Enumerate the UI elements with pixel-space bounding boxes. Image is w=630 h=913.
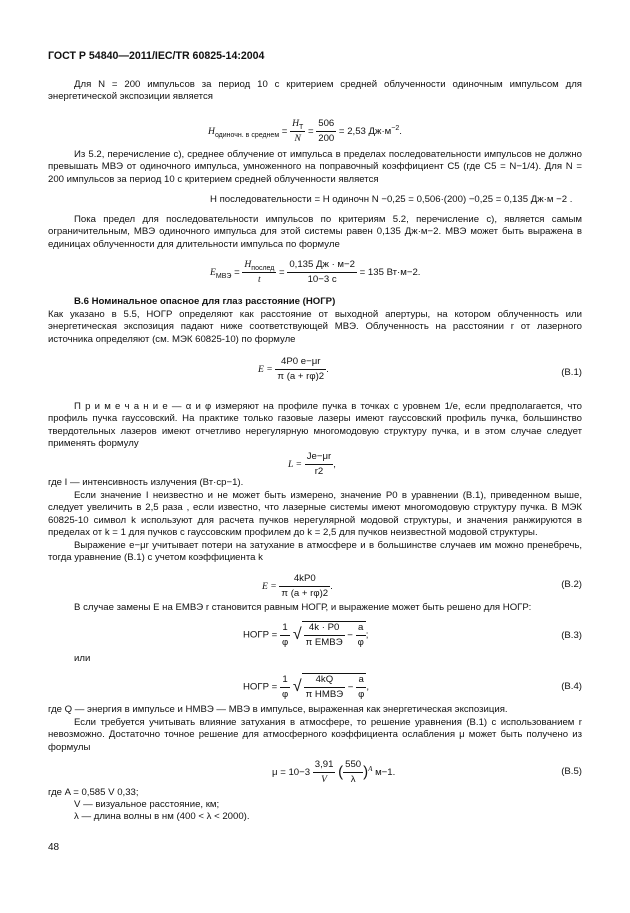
paragraph-attenuation: Выражение e−μr учитывает потери на затухание в атмосфере и в большинстве случаев им можно пренебречь, тогда уравнение (В.1) с учетом коэффициента k bbox=[48, 540, 582, 564]
note-gaussian: П р и м е ч а н и е — α и φ измеряют на профиле пучка в точках с уровнем 1/e, если предполагается, что профиль пучка гауссовский. На практике только газовые лазеры имеют гауссовский профиль пучка, большинство твердотельных лазеров имеют отчетливо нерегулярную многомодовую структуру пучка, и в этом случае следует применять формулу bbox=[48, 401, 582, 450]
equation-b2: E = $\frac{4kP0}{\pi (a + r\varphi)2}$ . bbox=[262, 573, 333, 599]
paragraph-pulses-200: Для N = 200 импульсов за период 10 с критерием средней облученности одиночным импульсом для энергетической экспозиции является bbox=[48, 79, 582, 103]
equation-b2-label: (В.2) bbox=[561, 579, 582, 590]
paragraph-replace-e: В случае замены E на EМВЭ r становится равным НОГР, и выражение может быть решено для НОГР: bbox=[74, 602, 532, 613]
equation-b3: НОГР = $\frac{1}{\varphi}$ √ 4k · P0 π EМВЭ − $\frac{a}{\varphi}$ ; bbox=[243, 621, 369, 648]
page-number: 48 bbox=[48, 842, 60, 853]
equation-b5-label: (В.5) bbox=[561, 766, 582, 777]
word-or: или bbox=[74, 653, 91, 664]
where-intensity: где I — интенсивность излучения (Вт·ср−1). bbox=[48, 477, 244, 488]
equation-h-sequence: H последовательности = H одиночн N −0,25 = 0,506·(200) −0,25 = 0,135 Дж·м −2 . bbox=[210, 194, 573, 205]
where-energy: где Q — энергия в импульсе и HМВЭ — МВЭ в импульсе, выраженная как энергетическая экспозиция. bbox=[48, 704, 508, 715]
document-header: ГОСТ Р 54840—2011/IEC/TR 60825-14:2004 bbox=[48, 50, 265, 62]
equation-b4-label: (В.4) bbox=[561, 681, 582, 692]
where-lambda: λ — длина волны в нм (400 < λ < 2000). bbox=[74, 811, 250, 822]
equation-b3-label: (В.3) bbox=[561, 630, 582, 641]
equation-b1: E = $\frac{4P0 e-\mu r}{\pi (a + r\varphi)2}$ . bbox=[258, 356, 329, 382]
paragraph-unknown-intensity: Если значение I неизвестно и не может быть измерено, значение P0 в уравнении (В.1), приведенном выше, следует увеличить в 2,5 раза , если известно, что лазерные системы имеют многомодовую структуру пучка. В МЭК 60825-10 символ k используют для расчета пучков нерегулярной модовой структуры, и значения ранжируются в пределах от k = 1 для пучков с гауссовским профилем до k = 2,5 для пучков неизвестной модовой структуры. bbox=[48, 490, 582, 539]
paragraph-limit: Пока предел для последовательности импульсов по критериям 5.2, перечисление с), является самым ограничительным, МВЭ одиночного импульса для этой системы равен 0,135 Дж·м−2. МВЭ может быть выражена в единицах облученности для длительности импульса по формуле bbox=[48, 214, 582, 250]
where-v: V — визуальное расстояние, км; bbox=[74, 799, 220, 810]
section-title-b6: В.6 Номинальное опасное для глаз расстояние (НОГР) bbox=[74, 296, 336, 307]
where-a: где A = 0,585 V 0,33; bbox=[48, 787, 139, 798]
paragraph-nogr-definition: Как указано в 5.5, НОГР определяют как расстояние от выходной апертуры, на котором облученность или энергетическая экспозиция падают ниже соответствующей МВЭ. Облученность на расстоянии r от лазерного источника определяют (см. МЭК 60825-10) по формуле bbox=[48, 309, 582, 345]
equation-e-mve: $E_{МВЭ}$ = $H_{послед}$ t = 0,135 Дж · м−2 10−3 с = 135 Вт·м−2. bbox=[210, 259, 421, 285]
equation-b1-label: (В.1) bbox=[561, 367, 582, 378]
paragraph-average-exposure: Из 5.2, перечисление с), среднее облучение от импульса в пределах последовательности импульсов не должно превышать МВЭ от одиночного импульса, умноженного на поправочный коэффициент C5 (где C5 = N−1/4). Для N = 200 импульсов за период 10 с критерием средней облученности является bbox=[48, 149, 582, 185]
equation-l: L = $\frac{Je-\mu r}{r2}$ , bbox=[288, 451, 336, 477]
equation-h-average: $H_{одиночн. в среднем}$ = $\frac{H_T}{N}$ = $\frac{506}{200}$ = 2,53 $Дж\cdot м^{-2}$. bbox=[208, 118, 402, 144]
equation-b5: μ = 10−3 $\frac{3,91}{V}$ ( $\frac{550}{\lambda}$ )$^A$ м−1. bbox=[272, 759, 396, 785]
paragraph-atmospheric: Если требуется учитывать влияние затухания в атмосфере, то решение уравнения (В.1) с использованием r невозможно. Достаточно точное решение для атмосферного коэффициента ослабления μ может быть получено из формулы bbox=[48, 717, 582, 753]
equation-b4: НОГР = $\frac{1}{\varphi}$ √ 4kQ π HМВЭ − $\frac{a}{\varphi}$ , bbox=[243, 673, 369, 700]
